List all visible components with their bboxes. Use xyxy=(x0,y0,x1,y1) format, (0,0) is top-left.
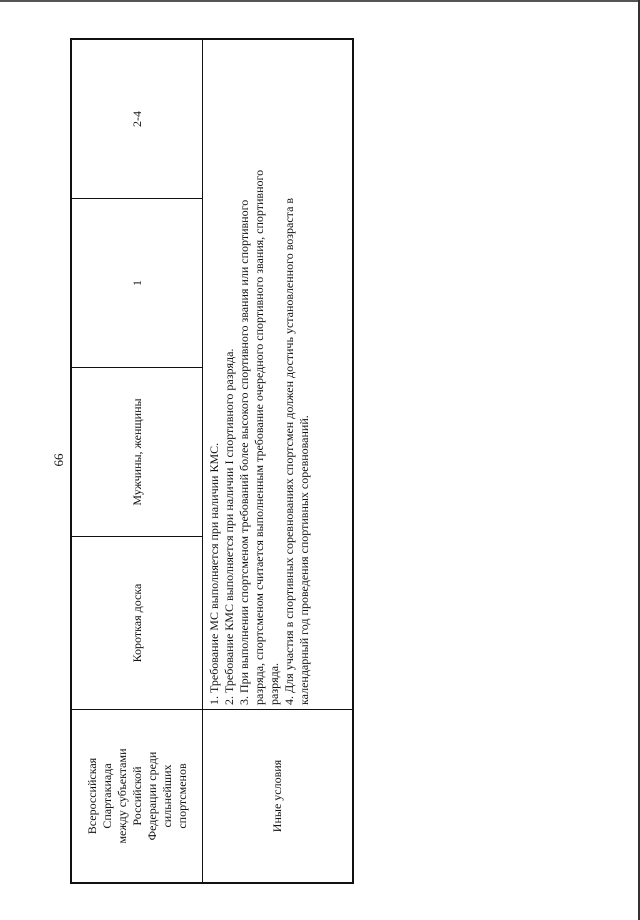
event-name-line: Российской xyxy=(129,766,144,826)
conditions-label-cell xyxy=(203,710,352,882)
group-text: Мужчины, женщины xyxy=(129,398,144,506)
condition-line: 1. Требование МС выполняется при наличии КМС. xyxy=(207,442,221,705)
event-name-line: Спартакиада xyxy=(99,763,114,829)
condition-line: календарный год проведения спортивных соревнований. xyxy=(297,415,311,705)
event-name-line: сильнейших xyxy=(159,764,174,828)
requirements-table xyxy=(70,38,354,884)
column-divider xyxy=(72,198,202,199)
event-name-line: Федерации среди xyxy=(144,751,159,841)
column-divider xyxy=(203,709,352,710)
column-divider xyxy=(72,367,202,368)
condition-line: разряда, спортсменом считается выполненным требование очередного спортивного звания, спортивного xyxy=(252,169,266,705)
event-name-line: между субъектами xyxy=(114,748,129,844)
condition-line: 2. Требование КМС выполняется при наличии I спортивного разряда. xyxy=(222,348,236,705)
group-cell xyxy=(72,368,202,536)
column-divider xyxy=(72,709,202,710)
event-name-line: спортсменов xyxy=(174,763,189,829)
event-name xyxy=(85,748,190,843)
place-text: 1 xyxy=(129,280,144,286)
event-name-line: Всероссийская xyxy=(84,757,99,835)
conditions-label: Иные условия xyxy=(270,759,284,833)
column-divider xyxy=(72,536,202,537)
page-number: 66 xyxy=(51,453,66,467)
place-cell xyxy=(72,199,202,367)
discipline-text: Короткая доска xyxy=(129,583,144,663)
condition-line: разряда. xyxy=(267,662,281,705)
condition-line: 4. Для участия в спортивных соревнованиях спортсмен должен достичь установленного возраста в xyxy=(282,197,296,705)
event-name-cell xyxy=(72,710,202,882)
age-text: 2-4 xyxy=(129,111,144,127)
discipline-cell xyxy=(72,537,202,709)
table-row xyxy=(203,40,352,882)
age-cell xyxy=(72,40,202,198)
condition-line: 3. При выполнении спортсменом требований более высокого спортивного звания или спортивного xyxy=(237,199,251,705)
conditions-text-cell xyxy=(203,40,352,709)
table-row xyxy=(72,40,203,882)
